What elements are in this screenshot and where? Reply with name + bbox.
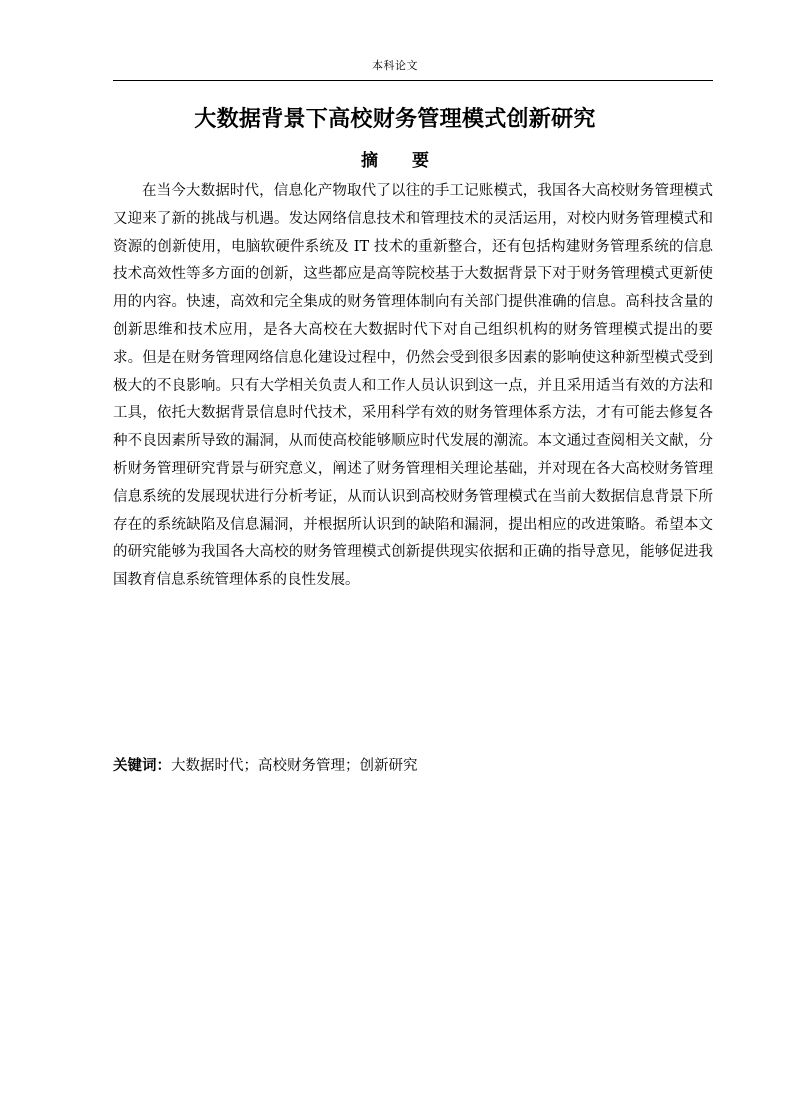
keywords-text: 大数据时代；高校财务管理；创新研究 — [171, 758, 418, 774]
abstract-body: 在当今大数据时代，信息化产物取代了以往的手工记账模式，我国各大高校财务管理模式又迎来了新的挑战与机遇。发达网络信息技术和管理技术的灵活运用，对校内财务管理模式和资源的创新使用，电脑软硬件系统及 IT 技术的重新整合，还有包括构建财务管理系统的信息技术高效性等多方面的创新，这些都应是高等院校基于大数据背景下对于财务管理模式更新使用的内容。快速，高效和完全集成的财务管理体制向有关部门提供准确的信息。高科技含量的创新思维和技术应用，是各大高校在大数据时代下对自己组织机构的财务管理模式提出的要求。但是在财务管理网络信息化建设过程中，仍然会受到很多因素的影响使这种新型模式受到极大的不良影响。只有大学相关负责人和工作人员认识到这一点，并且采用适当有效的方法和工具，依托大数据背景信息时代技术，采用科学有效的财务管理体系方法，才有可能去修复各种不良因素所导致的漏洞，从而使高校能够顺应时代发展的潮流。本文通过查阅相关文献，分析财务管理研究背景与研究意义，阐述了财务管理相关理论基础，并对现在各大高校财务管理信息系统的发展现状进行分析考证，从而认识到高校财务管理模式在当前大数据信息背景下所存在的系统缺陷及信息漏洞，并根据所认识到的缺陷和漏洞，提出相应的改进策略。希望本文的研究能够为我国各大高校的财务管理模式创新提供现实依据和正确的指导意见，能够促进我国教育信息系统管理体系的良性发展。 — [113, 183, 713, 589]
running-header: 本科论文 — [372, 59, 418, 72]
paper-title: 大数据背景下高校财务管理模式创新研究 — [194, 107, 596, 132]
abstract-heading: 摘 要 — [361, 151, 443, 171]
header-rule — [113, 80, 713, 81]
keywords-label: 关键词： — [113, 758, 171, 774]
keywords-line — [113, 754, 713, 778]
